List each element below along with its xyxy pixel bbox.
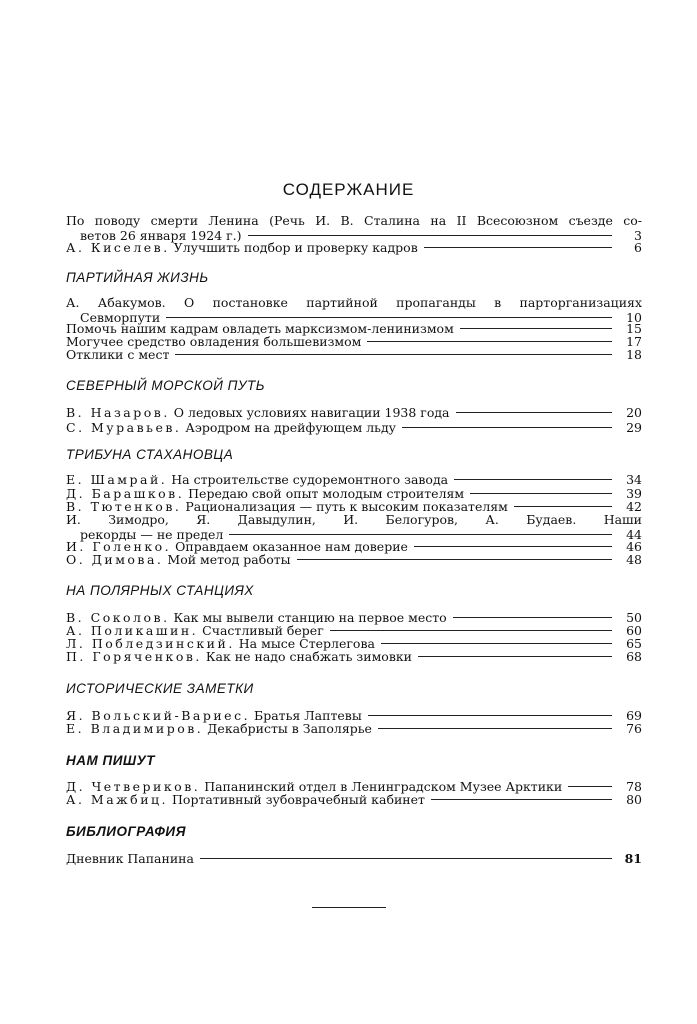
section-heading: ТРИБУНА СТАХАНОВЦА [66,447,234,462]
page-title: СОДЕРЖАНИЕ [282,180,415,199]
page-number: 15 [626,321,642,336]
toc-entry-title: Оправдаем оказанное нам доверие [175,539,408,554]
page-number: 34 [626,472,642,487]
toc-entry[interactable] [66,721,642,736]
toc-entry-author: А. Киселев. [66,240,170,255]
toc-entry-author: В. Назаров. [66,405,170,420]
toc-entry-title: Как мы вывели станцию на первое место [173,610,447,625]
section-heading: СЕВЕРНЫЙ МОРСКОЙ ПУТЬ [66,378,266,393]
toc-entry-title: Дневник Папанина [66,851,194,866]
toc-entry-author: В. Тютенков. [66,499,182,514]
toc-entry[interactable] [66,472,642,487]
toc-entry[interactable] [66,420,642,435]
toc-entry-title: Папанинский отдел в Ленинградском Музее Арктики [204,779,563,794]
section-heading: БИБЛИОГРАФИЯ [66,824,186,839]
section-heading: ПАРТИЙНАЯ ЖИЗНЬ [66,270,209,285]
toc-entry-title: Передаю свой опыт молодым строителям [188,486,465,501]
page-number: 44 [626,527,642,542]
page-number: 17 [626,334,642,349]
toc-entry[interactable] [66,512,642,542]
section-heading: НА ПОЛЯРНЫХ СТАНЦИЯХ [66,583,254,598]
toc-entry-title: Мой метод работы [167,552,291,567]
page-number: 46 [626,539,642,554]
page-number: 81 [624,851,642,866]
toc-entry[interactable] [66,851,642,866]
toc-entry-title-cont: ветов 26 января 1924 г.) [80,228,242,243]
toc-entry-author: Л. Побледзинский. [66,636,235,651]
toc-entry-author: О. Димова. [66,552,164,567]
toc-entry-title: Портативный зубоврачебный кабинет [172,792,425,807]
toc-entry-author: А. Мажбиц. [66,792,169,807]
toc-entry-title: Улучшить подбор и проверку кадров [173,240,418,255]
page-number: 76 [626,721,642,736]
toc-entry-title: Как не надо снабжать зимовки [205,649,413,664]
toc-entry[interactable] [66,347,642,362]
toc-entry[interactable] [66,649,642,664]
toc-entry-author: И. Голенко. [66,539,172,554]
page-number: 65 [626,636,642,651]
page-number: 68 [626,649,642,664]
page-number: 3 [634,228,642,243]
toc-entry-author: Д. Четвериков. [66,779,201,794]
bottom-divider [312,907,386,908]
toc-entry-title: Счастливый берег [202,623,324,638]
page-number: 78 [626,779,642,794]
toc-entry-title: Отклики с мест [66,347,170,362]
page-number: 20 [626,405,642,420]
page-number: 39 [626,486,642,501]
toc-entry-title: О ледовых условиях навигации 1938 года [173,405,450,420]
toc-entry-title: И. Зимодро, Я. Давыдулин, И. Белогуров, А. Будаев. Наши [66,512,642,527]
toc-entry[interactable] [66,405,642,420]
toc-entry-title-cont: Севморпути [80,310,161,325]
toc-entry-title: Декабристы в Заполярье [207,721,372,736]
toc-entry[interactable] [66,240,642,255]
toc-entry-author: А. Поликашин. [66,623,199,638]
toc-entry-title: На строительстве судоремонтного завода [171,472,449,487]
toc-entry[interactable] [66,213,642,243]
page-number: 50 [626,610,642,625]
toc-entry-title: Братья Лаптевы [254,708,362,723]
section-heading: НАМ ПИШУТ [66,753,156,768]
toc-entry-author: Е. Владимиров. [66,721,204,736]
page-number: 60 [626,623,642,638]
page-number: 29 [626,420,642,435]
page-number: 6 [634,240,642,255]
toc-entry-title: Рационализация — путь к высоким показателям [185,499,508,514]
toc-entry[interactable] [66,792,642,807]
toc-entry-author: С. Муравьев. [66,420,182,435]
page-number: 10 [626,310,642,325]
page-number: 48 [626,552,642,567]
toc-entry-author: Д. Барашков. [66,486,185,501]
toc-entry-author: П. Горяченков. [66,649,202,664]
toc-entry-title: А. Абакумов. О постановке партийной пропаганды в парторганизациях [66,295,642,310]
toc-entry-title: Помочь нашим кадрам овладеть марксизмом-ленинизмом [66,321,454,336]
page-number: 18 [626,347,642,362]
page-number: 42 [626,499,642,514]
page-number: 80 [626,792,642,807]
toc-entry-title-cont: рекорды — не предел [80,527,224,542]
section-heading: ИСТОРИЧЕСКИЕ ЗАМЕТКИ [66,681,254,696]
toc-entry-author: Е. Шамрай. [66,472,168,487]
page-number: 69 [626,708,642,723]
toc-entry-title: По поводу смерти Ленина (Речь И. В. Сталина на II Всесоюзном съезде со- [66,213,642,228]
toc-entry-title: Могучее средство овладения большевизмом [66,334,362,349]
toc-entry-author: В. Соколов. [66,610,170,625]
toc-entry[interactable] [66,552,642,567]
toc-entry-author: Я. Вольский-Вариес. [66,708,251,723]
toc-entry-title: Аэродром на дрейфующем льду [185,420,396,435]
toc-entry-title: На мысе Стерлегова [238,636,375,651]
